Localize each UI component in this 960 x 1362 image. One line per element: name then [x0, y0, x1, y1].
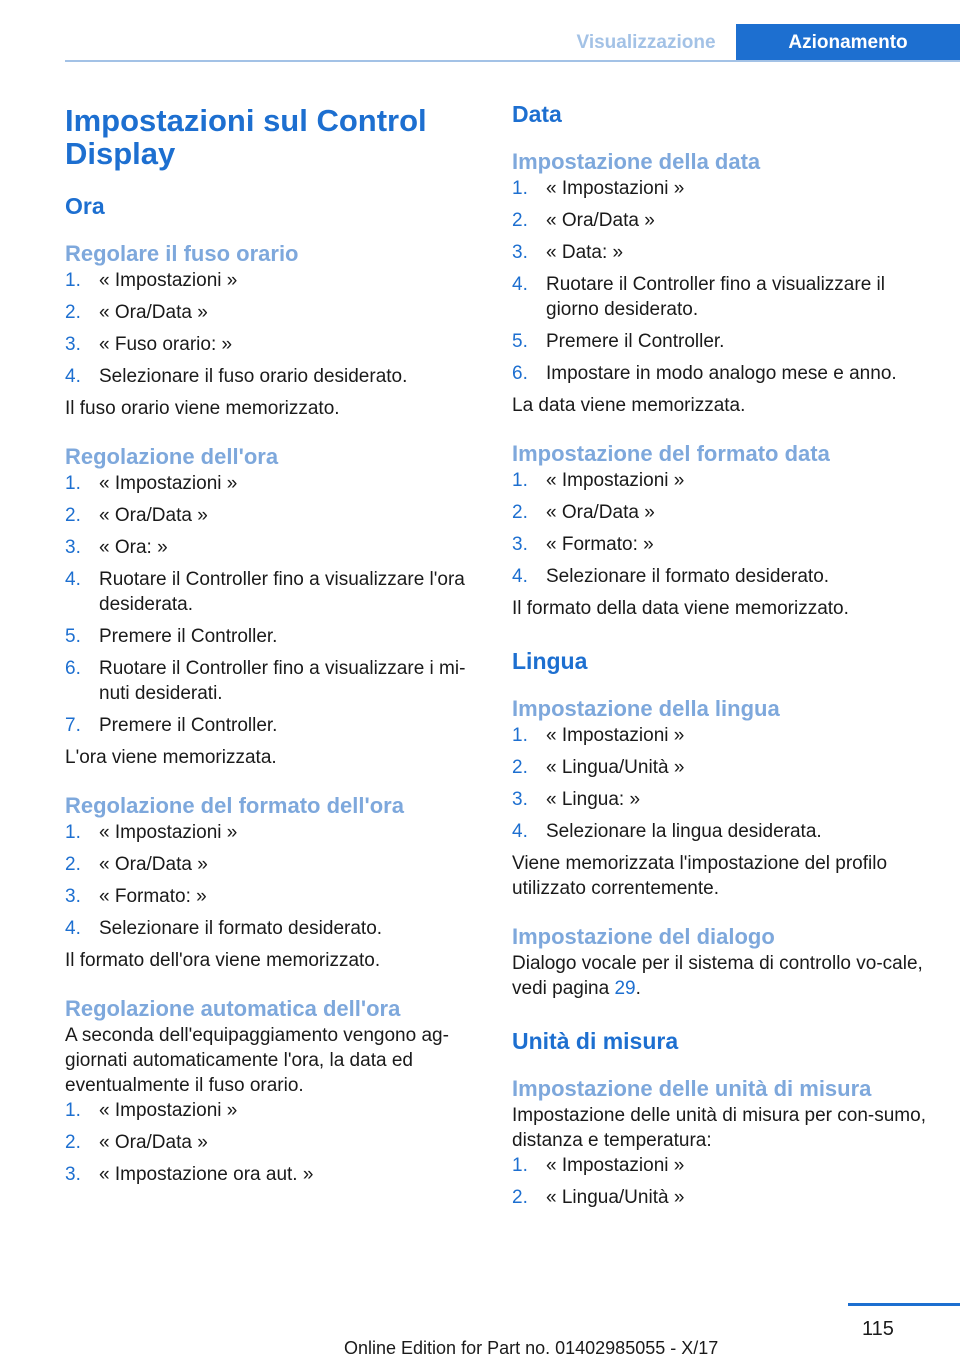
list-item: 2. « Ora/Data »: [65, 505, 208, 526]
list-item: 3. « Ora: »: [65, 537, 168, 558]
list-item: 2. « Ora/Data »: [512, 210, 655, 231]
note-formato-data: Il formato della data viene memorizzato.: [512, 598, 849, 619]
list-item: 6. Ruotare il Controller fino a visualizzare i mi‐nuti desiderati.: [65, 658, 466, 704]
list-item: 1. « Impostazioni »: [512, 470, 685, 491]
header-rule: [65, 60, 960, 62]
steps-formato-ora: [65, 820, 480, 941]
list-item: 4. Selezionare il fuso orario desiderato.: [65, 366, 408, 387]
edition-label: Online Edition for Part no. 01402985055 - X/17: [344, 1338, 719, 1358]
subheading-impostazione-unita: Impostazione delle unità di misura: [512, 1076, 872, 1101]
section-heading-unita: Unità di misura: [512, 1028, 679, 1054]
subheading-impostazione-data: Impostazione della data: [512, 149, 761, 174]
section-heading-ora: Ora: [65, 193, 105, 219]
note-fuso-orario: Il fuso orario viene memorizzato.: [65, 398, 340, 419]
note-regolazione-ora: L'ora viene memorizzata.: [65, 747, 277, 768]
page-title: Impostazioni sul Control Display: [65, 103, 427, 171]
page-number: 115: [862, 1318, 894, 1340]
steps-fuso-orario: [65, 268, 480, 389]
subheading-fuso-orario: Regolare il fuso orario: [65, 241, 299, 266]
list-item: 4. Ruotare il Controller fino a visualizzare l'ora desiderata.: [65, 569, 465, 615]
text-ora-automatica: A seconda dell'equipaggiamento vengono ag‐giornati automaticamente l'ora, la data ed eventualmente il fuso orario.: [65, 1025, 449, 1096]
list-item: 3. « Lingua: »: [512, 789, 641, 810]
steps-impostazione-lingua: [512, 723, 932, 844]
list-item: 4. Selezionare il formato desiderato.: [65, 918, 383, 939]
steps-ora-automatica: [65, 1098, 480, 1187]
steps-impostazione-unita: [512, 1153, 932, 1210]
list-item: 3. « Data: »: [512, 242, 624, 263]
text-impostazione-dialogo: Dialogo vocale per il sistema di controllo vo‐cale, vedi pagina 29.: [512, 953, 923, 999]
list-item: 3. « Fuso orario: »: [65, 334, 233, 355]
text-impostazione-unita: Impostazione delle unità di misura per con‐sumo, distanza e temperatura:: [512, 1105, 926, 1151]
list-item: 2. « Lingua/Unità »: [512, 1187, 685, 1208]
steps-regolazione-ora: [65, 471, 480, 738]
note-impostazione-lingua: Viene memorizzata l'impostazione del profilo utilizzato correntemente.: [512, 853, 888, 899]
note-impostazione-data: La data viene memorizzata.: [512, 395, 746, 416]
right-column: [512, 100, 932, 1217]
list-item: 3. « Impostazione ora aut. »: [65, 1164, 314, 1185]
list-item: 2. « Lingua/Unità »: [512, 757, 685, 778]
list-item: 5. Premere il Controller.: [65, 626, 278, 647]
subheading-regolazione-ora: Regolazione dell'ora: [65, 444, 279, 469]
section-heading-data: Data: [512, 101, 562, 127]
list-item: 4. Selezionare la lingua desiderata.: [512, 821, 822, 842]
footer-rule: [848, 1303, 960, 1306]
list-item: 1. « Impostazioni »: [65, 270, 238, 291]
list-item: 2. « Ora/Data »: [512, 502, 655, 523]
list-item: 1. « Impostazioni »: [65, 1100, 238, 1121]
section-heading-lingua: Lingua: [512, 648, 588, 674]
list-item: 2. « Ora/Data »: [65, 302, 208, 323]
subheading-impostazione-lingua: Impostazione della lingua: [512, 696, 780, 721]
steps-formato-data: [512, 468, 932, 589]
list-item: 3. « Formato: »: [512, 534, 654, 555]
subheading-ora-automatica: Regolazione automatica dell'ora: [65, 996, 401, 1021]
subheading-formato-ora: Regolazione del formato dell'ora: [65, 793, 404, 818]
list-item: 1. « Impostazioni »: [512, 178, 685, 199]
list-item: 1. « Impostazioni »: [512, 725, 685, 746]
list-item: 3. « Formato: »: [65, 886, 207, 907]
page-reference-link[interactable]: 29: [614, 978, 636, 999]
list-item: 1. « Impostazioni »: [65, 473, 238, 494]
steps-impostazione-data: [512, 176, 932, 386]
list-item: 1. « Impostazioni »: [512, 1155, 685, 1176]
header-tab-azionamento[interactable]: Azionamento: [736, 24, 960, 62]
note-formato-ora: Il formato dell'ora viene memorizzato.: [65, 950, 381, 971]
list-item: 5. Premere il Controller.: [512, 331, 725, 352]
list-item: 2. « Ora/Data »: [65, 1132, 208, 1153]
list-item: 1. « Impostazioni »: [65, 822, 238, 843]
list-item: 2. « Ora/Data »: [65, 854, 208, 875]
subheading-formato-data: Impostazione del formato data: [512, 441, 830, 466]
list-item: 4. Selezionare il formato desiderato.: [512, 566, 830, 587]
list-item: 6. Impostare in modo analogo mese e anno.: [512, 363, 897, 384]
subheading-impostazione-dialogo: Impostazione del dialogo: [512, 924, 775, 949]
left-column: [65, 100, 480, 1194]
list-item: 4. Ruotare il Controller fino a visualizzare il giorno desiderato.: [512, 274, 885, 320]
header-tab-visualizzazione[interactable]: Visualizzazione: [576, 32, 716, 53]
list-item: 7. Premere il Controller.: [65, 715, 278, 736]
